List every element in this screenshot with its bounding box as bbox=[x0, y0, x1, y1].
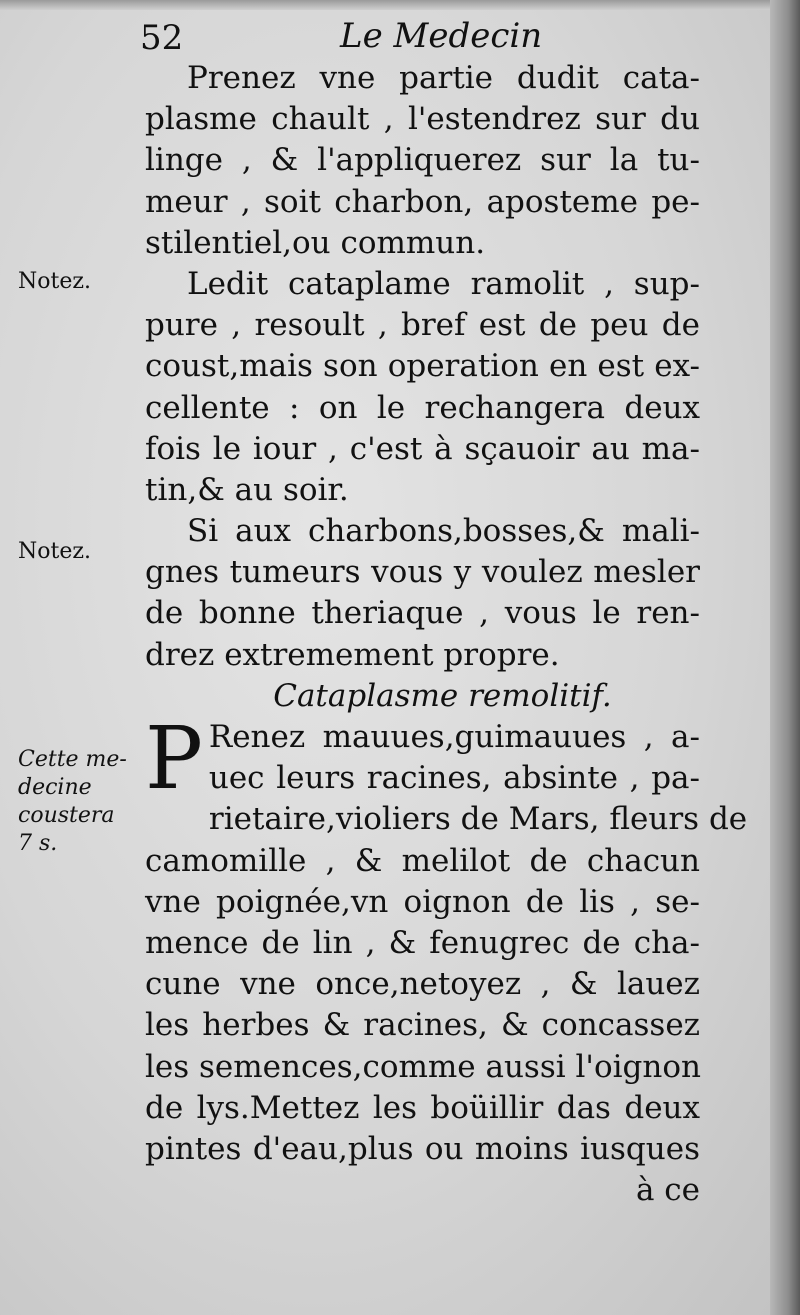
text-line: coust,mais son operation en est ex- bbox=[145, 348, 700, 385]
drop-cap: P bbox=[145, 709, 203, 809]
text-line: pintes d'eau,plus ou moins iusques bbox=[145, 1130, 700, 1167]
text-line: gnes tumeurs vous y voulez mesler bbox=[145, 554, 700, 591]
text-line: linge , & l'appliquerez sur la tu- bbox=[145, 142, 700, 179]
running-head: Le Medecin bbox=[340, 16, 543, 56]
text-line: Ledit cataplame ramolit , sup- bbox=[187, 265, 700, 302]
text-line: cune vne once,netoyez , & lauez bbox=[145, 966, 700, 1003]
page-number: 52 bbox=[140, 18, 184, 58]
text-line: meur , soit charbon, aposteme pe- bbox=[145, 183, 700, 220]
text-line: mence de lin , & fenugrec de cha- bbox=[145, 924, 700, 961]
text-line: Renez mauues,guimauues , a- bbox=[208, 719, 700, 755]
text-line: cellente : on le rechangera deux bbox=[145, 389, 700, 426]
catchword: à ce bbox=[635, 1172, 700, 1209]
margin-note-3-line: decine bbox=[18, 775, 92, 800]
margin-note-3 bbox=[18, 746, 127, 858]
text-line: les herbes & racines, & concassez bbox=[145, 1007, 700, 1044]
text-line: Si aux charbons,bosses,& mali- bbox=[187, 513, 700, 550]
text-line: pure , resoult , bref est de peu de bbox=[145, 307, 700, 344]
text-line: rietaire,violiers de Mars, fleurs de bbox=[208, 801, 748, 838]
text-line: de lys.Mettez les boüillir das deux bbox=[145, 1089, 700, 1126]
text-line: vne poignée,vn oignon de lis , se- bbox=[145, 883, 700, 920]
page-header bbox=[140, 14, 700, 64]
main-text bbox=[145, 58, 748, 1211]
margin-note-1: Notez. bbox=[18, 269, 91, 294]
section-subheading: Cataplasme remolitif. bbox=[273, 677, 612, 714]
page-top-edge bbox=[0, 0, 800, 10]
text-line: tin,& au soir. bbox=[145, 471, 349, 508]
text-line: les semences,comme aussi l'oignon bbox=[145, 1048, 701, 1085]
page-right-edge bbox=[770, 0, 800, 1315]
text-line: drez extremement propre. bbox=[145, 636, 560, 673]
margin-note-3-line: 7 s. bbox=[18, 831, 58, 856]
margin-note-3-line: coustera bbox=[18, 803, 115, 828]
margin-note-3-line: Cette me- bbox=[18, 747, 127, 772]
text-line: de bonne theriaque , vous le ren- bbox=[145, 595, 700, 632]
text-line: uec leurs racines, absinte , pa- bbox=[208, 760, 700, 797]
margin-note-2: Notez. bbox=[18, 539, 91, 564]
text-line: Prenez vne partie dudit cata- bbox=[187, 60, 700, 96]
text-line: fois le iour , c'est à sçauoir au ma- bbox=[145, 430, 700, 467]
text-line: plasme chault , l'estendrez sur du bbox=[145, 101, 700, 138]
text-line: stilentiel,ou commun. bbox=[145, 224, 486, 261]
text-line: camomille , & melilot de chacun bbox=[145, 842, 700, 879]
